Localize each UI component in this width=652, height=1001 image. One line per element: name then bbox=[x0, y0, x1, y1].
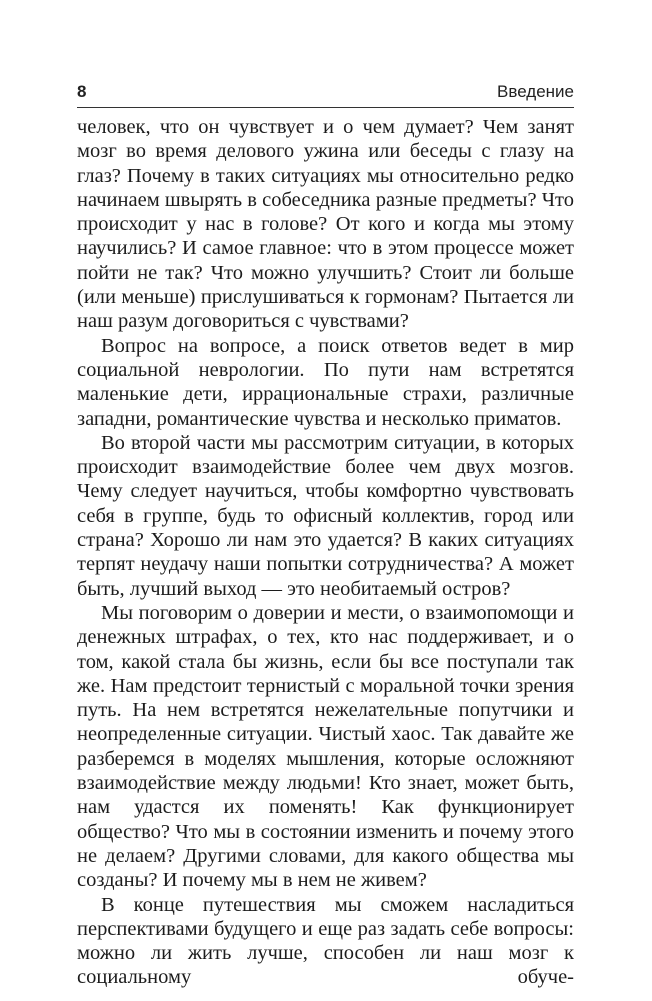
page-number: 8 bbox=[77, 82, 87, 101]
paragraph-trust-and-revenge: Мы поговорим о доверии и мести, о взаимопомощи и денежных штрафах, о тех, кто нас поддерживает, и о том, какой стала бы жизнь, если бы все поступали так же. Нам предстоит тернистый с моральной точки зрения путь. На нем встретятся нежелательные попутчики и неопределенные ситуации. Чистый хаос. Так давайте же разберемся в моделях мышления, которые осложняют взаимодействие между людьми! Кто знает, может быть, нам удастся их поменять! Как функционирует общество? Что мы в состоянии изменить и почему этого не делаем? Другими словами, для какого общества мы созданы? И почему мы в нем не живем? bbox=[77, 601, 574, 892]
paragraph-social-neurology: Вопрос на вопросе, а поиск ответов ведет в мир социальной неврологии. По пути нам встретятся маленькие дети, иррациональные страхи, различные западни, романтические чувства и несколько приматов. bbox=[77, 334, 574, 430]
header-rule bbox=[77, 107, 574, 108]
body-text bbox=[77, 115, 574, 990]
paragraph-journey-end: В конце путешествия мы сможем насладиться перспективами будущего и еще раз задать себе вопросы: можно ли жить лучше, способен ли наш мозг к социальному обуче- bbox=[77, 893, 574, 989]
running-head bbox=[77, 80, 574, 104]
section-title: Введение bbox=[497, 82, 574, 101]
paragraph-second-part: Во второй части мы рассмотрим ситуации, в которых происходит взаимодействие более чем двух мозгов. Чему следует научиться, чтобы комфортно чувствовать себя в группе, будь то офисный коллектив, город или страна? Хорошо ли нам это удается? В каких ситуациях терпят неудачу наши попытки сотрудничества? А может быть, лучший выход — это необитаемый остров? bbox=[77, 431, 574, 600]
paragraph-continuation: человек, что он чувствует и о чем думает? Чем занят мозг во время делового ужина или беседы с глазу на глаз? Почему в таких ситуациях мы относительно редко начинаем швырять в собеседника разные предметы? Что происходит у нас в голове? От кого и когда мы этому научились? И самое главное: что в этом процессе может пойти не так? Что можно улучшить? Стоит ли больше (или меньше) прислушиваться к гормонам? Пытается ли наш разум договориться с чувствами? bbox=[77, 116, 574, 333]
